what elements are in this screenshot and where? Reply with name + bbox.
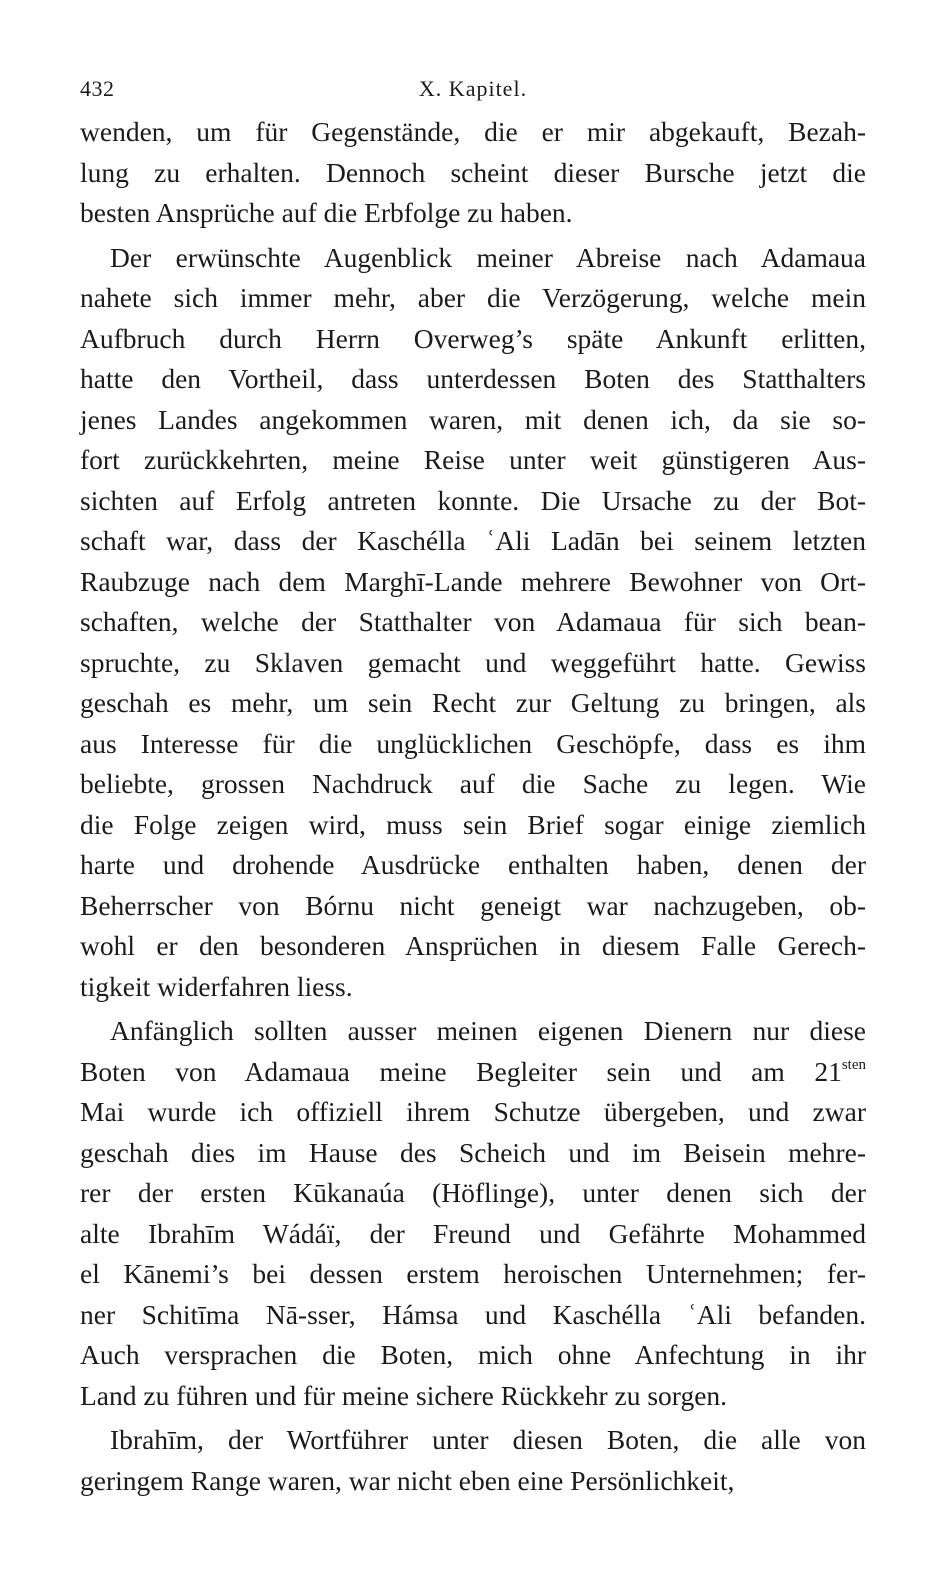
text-line: harte und drohende Ausdrücke enthalten haben, denen der — [80, 849, 866, 880]
text-line: spruchte, zu Sklaven gemacht und weggeführt hatte. Gewiss — [80, 646, 866, 678]
superscript: sten — [841, 1056, 866, 1073]
text-line: wenden, um für Gegenstände, die er mir abgekauft, Bezah- — [80, 116, 866, 147]
text-line: die Folge zeigen wird, muss sein Brief sogar einige ziemlich — [80, 808, 866, 840]
text-line: wohl er den besonderen Ansprüchen in diesem Falle Gerech- — [80, 930, 866, 961]
text-line: Ibrahīm, der Wortführer unter diesen Boten, die alle von — [110, 1424, 866, 1455]
paragraph — [80, 1420, 866, 1501]
text-line: hatte den Vortheil, dass unterdessen Boten des Statthalters — [80, 363, 866, 394]
text-line: Beherrscher von Bórnu nicht geneigt war nachzugeben, ob- — [80, 889, 866, 921]
text-line: lung zu erhalten. Dennoch scheint dieser Bursche jetzt die — [80, 156, 866, 188]
text-line: Raubzuge nach dem Marghī-Lande mehrere Bewohner von Ort- — [80, 565, 866, 597]
paragraph — [80, 238, 866, 1008]
text-line: beliebte, grossen Nachdruck auf die Sache zu legen. Wie — [80, 768, 866, 799]
text-line: geschah es mehr, um sein Recht zur Geltung zu bringen, als — [80, 687, 866, 718]
text-line: Boten von Adamaua meine Begleiter sein und am $21^{sten}$ — [80, 1055, 866, 1087]
text-line: Land zu führen und für meine sichere Rückkehr zu sorgen. — [80, 1379, 728, 1411]
text-line: Mai wurde ich offiziell ihrem Schutze übergeben, und zwar — [80, 1096, 866, 1127]
text-line: sichten auf Erfolg antreten konnte. Die Ursache zu der Bot- — [80, 484, 866, 516]
body-text — [80, 112, 866, 1501]
text-line: ner Schitīma Nā-sser, Hámsa und Kaschélla ʿAli befanden. — [80, 1298, 866, 1330]
text-line: aus Interesse für die unglücklichen Geschöpfe, dass es ihm — [80, 727, 866, 759]
text-line: Anfänglich sollten ausser meinen eigenen Dienern nur diese — [110, 1015, 866, 1046]
page-number: 432 — [80, 76, 115, 101]
text-line: Auch versprachen die Boten, mich ohne Anfechtung in ihr — [80, 1339, 866, 1370]
text-line: schaft war, dass der Kaschélla ʿAli Ladān bei seinem letzten — [80, 525, 866, 556]
text-line: Der erwünschte Augenblick meiner Abreise nach Adamaua — [110, 241, 866, 273]
text-line: geringem Range waren, war nicht eben eine Persönlichkeit, — [80, 1464, 735, 1496]
text-line: geschah dies im Hause des Scheich und im Beisein mehre- — [80, 1136, 866, 1168]
text-line: besten Ansprüche auf die Erbfolge zu haben. — [80, 197, 573, 228]
book-page — [80, 68, 866, 1501]
text-line: alte Ibrahīm Wádáï, der Freund und Gefährte Mohammed — [80, 1217, 866, 1249]
text-line: jenes Landes angekommen waren, mit denen ich, da sie so- — [80, 403, 866, 435]
text-line: fort zurückkehrten, meine Reise unter weit günstigeren Aus- — [80, 444, 866, 475]
running-head — [80, 68, 866, 112]
paragraph — [80, 1011, 866, 1416]
text-line: Aufbruch durch Herrn Overweg’s späte Ankunft erlitten, — [80, 322, 866, 354]
text-line: rer der ersten Kūkanaúa (Höflinge), unter denen sich der — [80, 1177, 866, 1208]
chapter-title: X. Kapitel. — [418, 76, 528, 101]
text-line: tigkeit widerfahren liess. — [80, 970, 353, 1002]
text-line: el Kānemi’s bei dessen erstem heroischen Unternehmen; fer- — [80, 1258, 866, 1289]
paragraph — [80, 112, 866, 234]
text-line: nahete sich immer mehr, aber die Verzögerung, welche mein — [80, 282, 866, 313]
text-line: schaften, welche der Statthalter von Adamaua für sich bean- — [80, 606, 866, 637]
